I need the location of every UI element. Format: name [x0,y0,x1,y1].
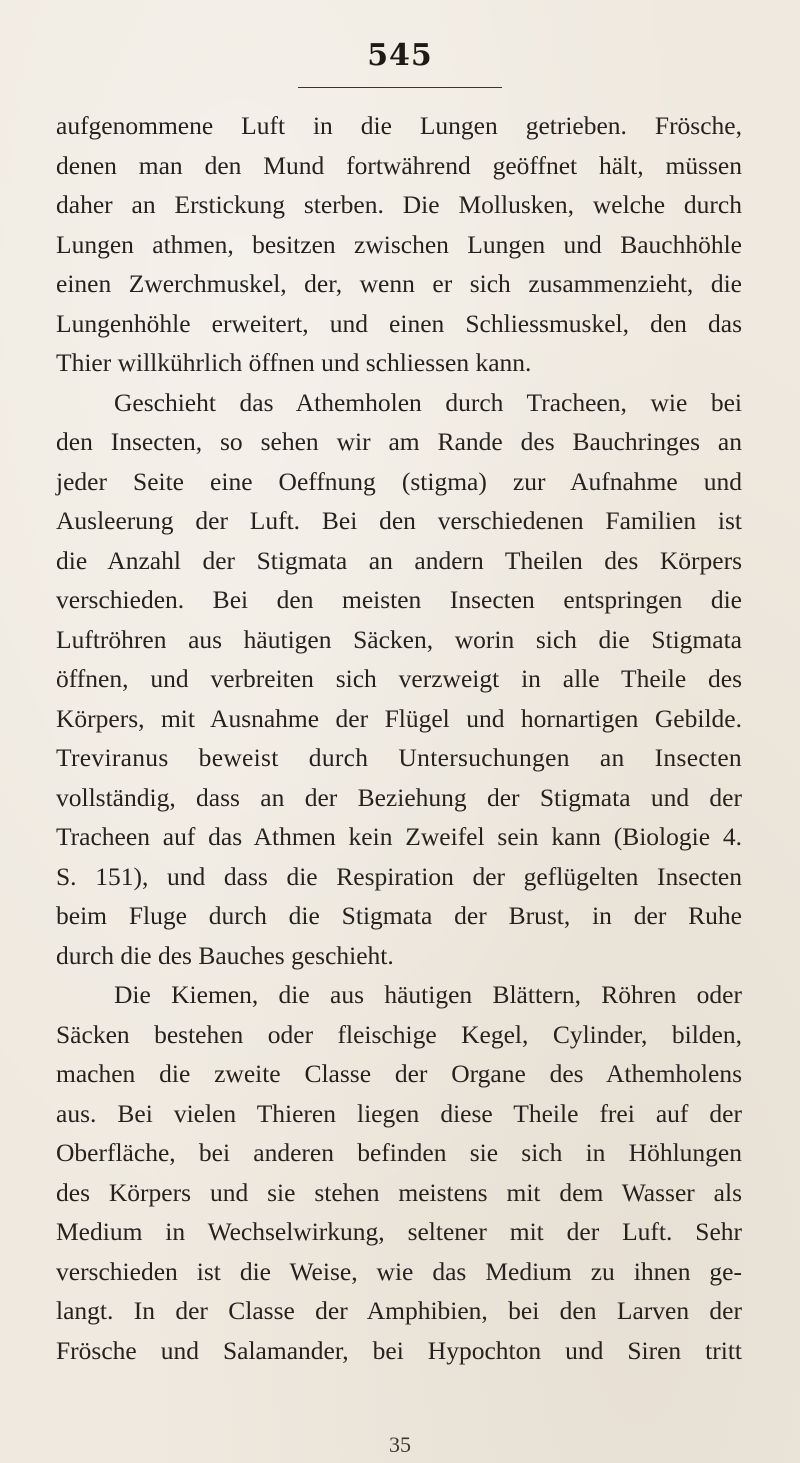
page-number: 545 [367,38,433,73]
text-line: aus. Bei vielen Thieren liegen diese Theile frei auf der [56,1098,742,1128]
text-line: einen Zwerchmuskel, der, wenn er sich zusammenzieht, die [56,269,742,298]
text-line: den Insecten, so sehen wir am Rande des Bauchringes an [56,427,742,456]
text-line: Thier willkührlich öffnen und schliessen kann. [56,348,532,377]
text-line: machen die zweite Classe der Organe des Athemholens [56,1059,742,1088]
text-line: Geschieht das Athemholen durch Tracheen, wie bei [114,387,742,417]
text-line: Körpers, mit Ausnahme der Flügel und hornartigen Gebilde. [56,703,742,733]
text-line: Oberfläche, bei anderen befinden sie sich in Höhlungen [56,1138,742,1167]
body-text [56,106,742,1370]
text-line: verschieden ist die Weise, wie das Medium zu ihnen ge- [56,1256,742,1286]
text-line: Treviranus beweist durch Untersuchungen an Insecten [56,743,742,772]
text-line: verschieden. Bei den meisten Insecten entspringen die [56,585,742,614]
text-line: durch die des Bauches geschieht. [56,940,394,970]
text-line: beim Fluge durch die Stigmata der Brust, in der Ruhe [56,901,742,930]
text-line: öffnen, und verbreiten sich verzweigt in alle Theile des [56,664,742,693]
text-line: Tracheen auf das Athmen kein Zweifel sein kann (Biologie 4. [56,822,742,851]
text-line: Medium in Wechselwirkung, seltener mit der Luft. Sehr [56,1217,742,1246]
text-line: jeder Seite eine Oeffnung (stigma) zur Aufnahme und [56,466,742,496]
text-line: Lungenhöhle erweitert, und einen Schliessmuskel, den das [56,308,742,338]
text-line: Lungen athmen, besitzen zwischen Lungen und Bauchhöhle [56,229,742,259]
text-line: Die Kiemen, die aus häutigen Blättern, Röhren oder [114,980,742,1009]
text-line: Luftröhren aus häutigen Säcken, worin sich die Stigmata [56,624,742,654]
text-line: langt. In der Classe der Amphibien, bei den Larven der [56,1296,742,1325]
text-line: aufgenommene Luft in die Lungen getrieben. Frösche, [56,111,742,140]
signature-mark: 35 [389,1432,411,1457]
header-rule [298,87,502,88]
text-line: Ausleerung der Luft. Bei den verschiedenen Familien ist [56,506,742,535]
text-line: Säcken bestehen oder fleischige Kegel, Cylinder, bilden, [56,1019,742,1049]
text-line: vollständig, dass an der Beziehung der Stigmata und der [56,782,742,812]
text-line: Frösche und Salamander, bei Hypochton und Siren tritt [56,1335,742,1365]
text-line: daher an Erstickung sterben. Die Mollusken, welche durch [56,190,742,219]
text-line: die Anzahl der Stigmata an andern Theilen des Körpers [56,545,742,575]
text-line: des Körpers und sie stehen meistens mit dem Wasser als [56,1177,742,1207]
text-line: denen man den Mund fortwährend geöffnet hält, müssen [56,150,742,180]
text-line: S. 151), und dass die Respiration der geflügelten Insecten [56,861,742,891]
